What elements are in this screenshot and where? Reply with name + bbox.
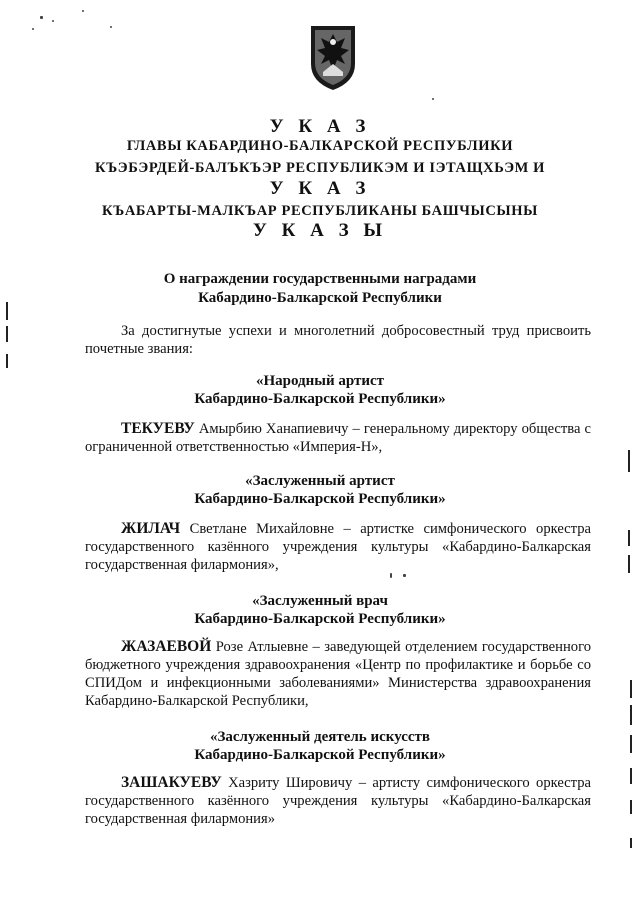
scan-speck xyxy=(40,16,43,19)
award-title-4-line-1: «Заслуженный деятель искусств xyxy=(209,729,431,745)
scan-speck xyxy=(432,98,434,100)
scan-speck xyxy=(52,20,54,22)
recipient-details: Светлане Михайловне – артистке симфонического оркестра государственного казённого учреждения культуры «Кабардино-Балкарская государственная филармония», xyxy=(85,521,591,573)
recipient-name: ЗАШАКУЕВУ xyxy=(121,774,222,791)
scan-speck xyxy=(390,573,392,578)
award-title-1-line-1: «Народный артист xyxy=(255,373,385,389)
subject-line-2: Кабардино-Балкарской Республики xyxy=(198,290,442,306)
scan-speck xyxy=(82,10,84,12)
award-recipient-4 xyxy=(85,774,591,828)
recipient-details: Хазриту Шировичу – артисту симфонического оркестра государственного казённого учреждения культуры «Кабардино-Балкарская государственная филармония» xyxy=(85,775,591,827)
decree-heading-1: У К А З xyxy=(269,116,371,137)
scan-mark xyxy=(630,735,632,753)
coat-of-arms-emblem xyxy=(307,20,359,92)
decree-heading-2: У К А З xyxy=(269,178,371,199)
award-recipient-1 xyxy=(85,420,591,456)
decree-heading-3: У К А З Ы xyxy=(252,220,388,241)
scan-mark xyxy=(630,705,632,725)
award-title-2-line-1: «Заслуженный артист xyxy=(245,473,395,489)
award-title-2-line-2: Кабардино-Балкарской Республики» xyxy=(194,491,446,507)
header-line-2: КЪЭБЭРДЕЙ-БАЛЪКЪЭР РЕСПУБЛИКЭМ И IЭТАЩХЬЭМ И xyxy=(94,160,546,176)
subject-line-1: О награждении государственными наградами xyxy=(163,271,477,287)
recipient-name: ЖАЗАЕВОЙ xyxy=(121,638,212,655)
scan-mark xyxy=(628,530,630,546)
scan-mark xyxy=(628,450,630,472)
scan-mark xyxy=(630,838,632,848)
award-title-3-line-1: «Заслуженный врач xyxy=(252,593,388,609)
award-recipient-2 xyxy=(85,520,591,574)
award-title-1-line-2: Кабардино-Балкарской Республики» xyxy=(194,391,446,407)
header-line-3: КЪАБАРТЫ-МАЛКЪАР РЕСПУБЛИКАНЫ БАШЧЫСЫНЫ xyxy=(102,203,538,219)
header-line-1: ГЛАВЫ КАБАРДИНО-БАЛКАРСКОЙ РЕСПУБЛИКИ xyxy=(126,138,514,154)
scan-mark xyxy=(6,354,8,368)
scan-mark xyxy=(628,555,630,573)
recipient-details: Амырбию Ханапиевичу – генеральному директору общества с ограниченной ответственностью «Империя-Н», xyxy=(85,421,591,455)
recipient-name: ТЕКУЕВУ xyxy=(121,420,195,437)
scan-speck xyxy=(32,28,34,30)
scan-mark xyxy=(630,680,632,698)
intro-paragraph: За достигнутые успехи и многолетний добросовестный труд присвоить почетные звания: xyxy=(85,323,591,357)
award-title-3-line-2: Кабардино-Балкарской Республики» xyxy=(194,611,446,627)
award-title-4-line-2: Кабардино-Балкарской Республики» xyxy=(194,747,446,763)
award-recipient-3 xyxy=(85,638,591,710)
scan-speck xyxy=(403,574,406,577)
scan-mark xyxy=(630,768,632,784)
scan-mark xyxy=(630,800,632,814)
recipient-name: ЖИЛАЧ xyxy=(121,520,181,537)
scan-mark xyxy=(6,302,8,320)
scan-mark xyxy=(6,326,8,342)
scan-speck xyxy=(110,26,112,28)
recipient-details: Розе Атлыевне – заведующей отделением государственного бюджетного учреждения здравоохранения «Центр по профилактике и борьбе со СПИДом и инфекционными заболеваниями» Министерства здравоохранения Кабардино-Балкарской Республики, xyxy=(85,639,591,709)
